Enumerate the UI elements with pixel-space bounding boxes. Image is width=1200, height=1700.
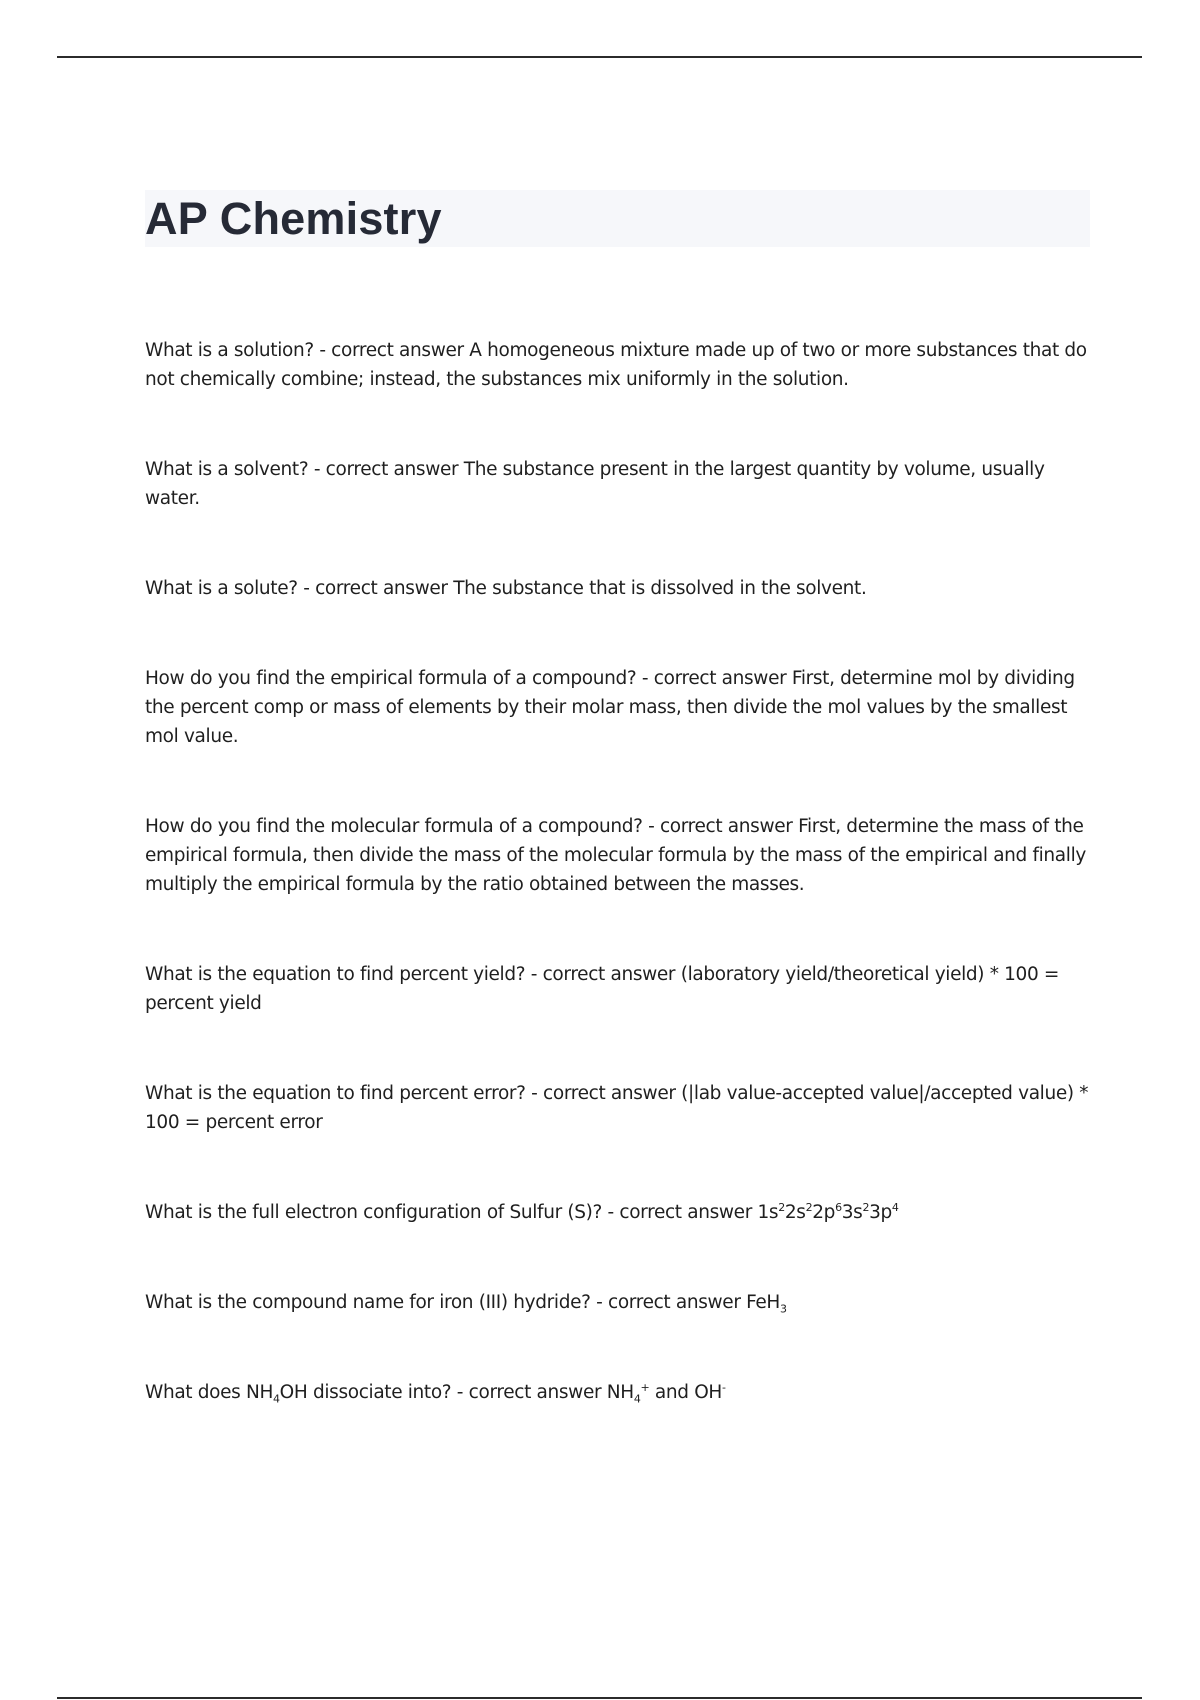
question-text: How do you find the molecular formula of a compound? [145,816,643,837]
answer-text: (laboratory yield/theoretical yield) * 100 = percent yield [145,964,1060,1014]
answer-text: 3 [779,1302,787,1316]
answer-text: 2 [805,1200,813,1214]
page-title: AP Chemistry [145,193,442,244]
qa-item [145,664,1095,751]
question-text: 4 [273,1392,280,1406]
answer-text: 2 [778,1200,785,1214]
qa-item [145,1079,1095,1137]
answer-text: NH [606,1382,634,1403]
question-text: What is a solute? [145,578,298,599]
question-text: What is the equation to find percent yield? [145,964,526,985]
answer-separator: - correct answer [313,340,470,361]
answer-text: + [640,1380,650,1394]
answer-text: FeH [746,1292,780,1313]
qa-item [145,960,1095,1018]
answer-separator: - correct answer [308,459,464,480]
answer-text: 3p [869,1202,892,1223]
qa-list [145,336,1095,1468]
answer-text: 2 [862,1200,870,1214]
answer-text: (|lab value-accepted value|/accepted value) * 100 = percent error [145,1083,1089,1133]
answer-separator: - correct answer [636,668,792,689]
answer-text: 2s [784,1202,806,1223]
answer-text: First, determine the mass of the empirical formula, then divide the mass of the molecular formula by the mass of the empirical and finally multiply the empirical formula by the ratio obtained between the masses. [145,816,1086,895]
answer-text: A homogeneous mixture made up of two or more substances that do not chemically combine; instead, the substances mix uniformly in the solution. [145,340,1087,390]
question-text: What is the equation to find percent error? [145,1083,526,1104]
answer-text: 6 [835,1200,842,1214]
answer-text: 2p [812,1202,836,1223]
answer-text: 3s [841,1202,863,1223]
qa-item [145,336,1095,394]
answer-separator: - correct answer [525,964,681,985]
answer-text: - [721,1380,726,1394]
header-rule [57,56,1142,58]
answer-text: 4 [633,1392,641,1406]
qa-item [145,1288,1095,1317]
question-text: What is the full electron configuration of Sulfur (S)? [145,1202,602,1223]
question-text: What is a solution? [145,340,314,361]
answer-separator: - correct answer [642,816,799,837]
answer-separator: - correct answer [297,578,454,599]
answer-separator: - correct answer [525,1083,682,1104]
qa-item [145,1378,1095,1407]
answer-text: 4 [891,1200,899,1214]
question-text: What does NH [145,1382,274,1403]
question-text: What is the compound name for iron (III) hydride? [145,1292,591,1313]
answer-text: The substance present in the largest quantity by volume, usually water. [145,459,1045,509]
question-text: OH dissociate into? [279,1382,452,1403]
qa-item [145,455,1095,513]
answer-text: First, determine mol by dividing the percent comp or mass of elements by their molar mass, then divide the mol values by the smallest mol value. [145,668,1075,747]
question-text: How do you find the empirical formula of a compound? [145,668,637,689]
footer-rule [57,1697,1142,1699]
answer-separator: - correct answer [590,1292,747,1313]
answer-separator: - correct answer [601,1202,758,1223]
answer-text: and OH [649,1382,722,1403]
answer-text: The substance that is dissolved in the solvent. [453,578,867,599]
answer-separator: - correct answer [451,1382,607,1403]
qa-item [145,812,1095,899]
question-text: What is a solvent? [145,459,309,480]
qa-item [145,1198,1095,1227]
qa-item [145,574,1095,603]
answer-text: 1s [757,1202,779,1223]
